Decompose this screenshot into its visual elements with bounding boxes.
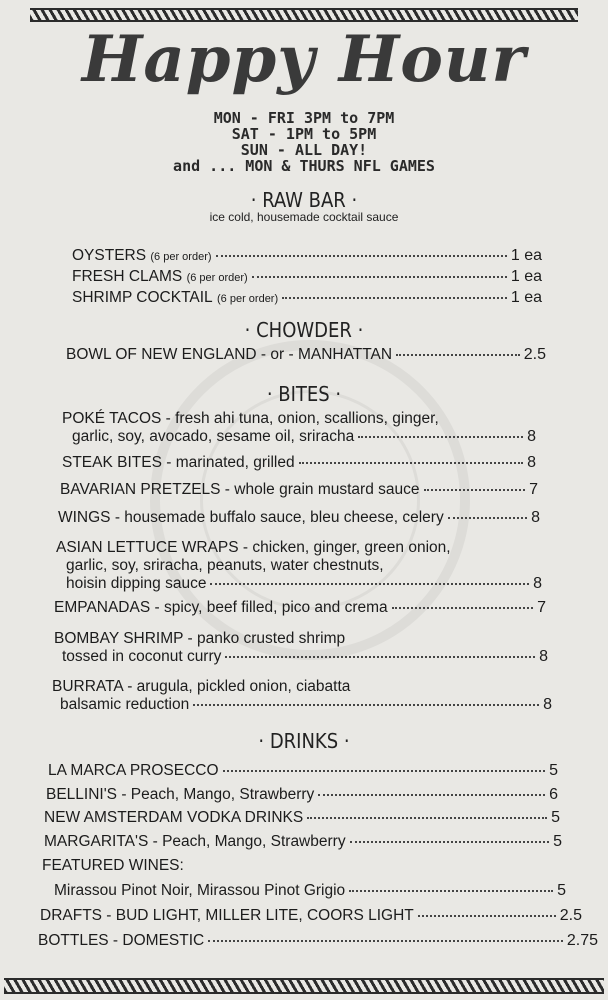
hours-line: SUN - ALL DAY!	[240, 141, 368, 159]
item-price: 8	[531, 509, 540, 526]
item-name: BOWL OF NEW ENGLAND - or - MANHATTAN	[66, 346, 393, 363]
item-description: POKÉ TACOS - fresh ahi tuna, onion, scallions, ginger,	[62, 410, 439, 427]
menu-item	[38, 932, 598, 950]
menu-item	[60, 481, 538, 499]
dot-leader	[318, 794, 545, 796]
item-note: (6 per order)	[186, 272, 248, 284]
item-name: BELLINI'S - Peach, Mango, Strawberry	[46, 786, 315, 803]
item-name: NEW AMSTERDAM VODKA DRINKS	[44, 809, 304, 826]
item-note: (6 per order)	[150, 251, 212, 263]
item-name: FRESH CLAMS	[72, 268, 183, 285]
dot-leader	[396, 354, 520, 356]
item-price: 1 ea	[510, 268, 542, 285]
dot-leader	[424, 489, 526, 491]
menu-item	[48, 762, 558, 780]
item-description: garlic, soy, avocado, sesame oil, sriracha	[72, 428, 355, 445]
item-price: 2.5	[523, 346, 546, 363]
menu-item	[72, 289, 542, 308]
item-price: 7	[529, 481, 538, 498]
item-price: 7	[537, 599, 546, 616]
menu-item	[72, 268, 542, 287]
menu-item	[62, 454, 536, 472]
item-description: hoisin dipping sauce	[66, 575, 207, 592]
dot-leader	[299, 462, 524, 464]
menu-item	[44, 833, 562, 851]
dot-leader	[448, 517, 527, 519]
dot-leader	[193, 704, 539, 706]
menu-subheading	[42, 857, 560, 875]
item-description: WINGS - housemade buffalo sauce, bleu cheese, celery	[58, 509, 444, 526]
dot-leader	[210, 583, 529, 585]
item-name: MARGARITA'S - Peach, Mango, Strawberry	[44, 833, 346, 850]
chowder-heading: · CHOWDER ·	[244, 318, 364, 342]
menu-item	[72, 247, 542, 266]
menu-item	[46, 786, 558, 804]
menu-title: Happy Hour	[81, 22, 527, 97]
raw-bar-heading: · RAW BAR ·	[250, 188, 358, 212]
item-description: ASIAN LETTUCE WRAPS - chicken, ginger, green onion,	[56, 539, 451, 556]
dot-leader	[223, 770, 546, 772]
item-description: EMPANADAS - spicy, beef filled, pico and crema	[54, 599, 388, 616]
rope-border-bottom	[4, 978, 604, 994]
item-price: 2.75	[566, 932, 598, 949]
menu-item	[54, 599, 546, 617]
item-price: 8	[533, 575, 542, 592]
menu-item	[54, 882, 566, 900]
item-description: garlic, soy, sriracha, peanuts, water chestnuts,	[66, 557, 384, 574]
dot-leader	[392, 607, 533, 609]
item-price: 5	[557, 882, 566, 899]
menu-item	[66, 346, 546, 364]
dot-leader	[225, 656, 535, 658]
hours-line: SAT - 1PM to 5PM	[231, 125, 377, 143]
dot-leader	[282, 297, 507, 299]
menu-item	[40, 907, 582, 925]
menu-item	[44, 809, 560, 827]
item-description: BOMBAY SHRIMP - panko crusted shrimp	[54, 630, 346, 647]
menu-item	[62, 410, 536, 446]
item-price: 8	[539, 648, 548, 665]
dot-leader	[208, 940, 563, 942]
dot-leader	[307, 817, 547, 819]
item-price: 1 ea	[510, 247, 542, 264]
item-price: 6	[549, 786, 558, 803]
hours-line: and ... MON & THURS NFL GAMES	[173, 157, 435, 175]
item-name: SHRIMP COCKTAIL	[72, 289, 213, 306]
menu-item	[52, 678, 552, 714]
bites-heading: · BITES ·	[266, 382, 342, 406]
hours-line: MON - FRI 3PM to 7PM	[213, 109, 395, 127]
dot-leader	[418, 915, 556, 917]
dot-leader	[252, 276, 507, 278]
item-price: 8	[543, 696, 552, 713]
item-description: tossed in coconut curry	[62, 648, 222, 665]
dot-leader	[350, 841, 550, 843]
menu-item	[58, 509, 540, 527]
item-price: 5	[549, 762, 558, 779]
item-price: 5	[553, 833, 562, 850]
item-note: (6 per order)	[217, 293, 279, 305]
drinks-heading: · DRINKS ·	[258, 729, 350, 753]
rope-border-top	[30, 8, 578, 22]
item-name: FEATURED WINES:	[42, 857, 184, 874]
item-name: BOTTLES - DOMESTIC	[38, 932, 205, 949]
item-name: DRAFTS - BUD LIGHT, MILLER LITE, COORS LIGHT	[40, 907, 414, 924]
item-price: 8	[527, 454, 536, 471]
menu-item	[54, 630, 548, 666]
item-name: Mirassou Pinot Noir, Mirassou Pinot Grigio	[54, 882, 346, 899]
item-price: 2.5	[559, 907, 582, 924]
dot-leader	[216, 255, 507, 257]
item-price: 8	[527, 428, 536, 445]
item-price: 1 ea	[510, 289, 542, 306]
dot-leader	[349, 890, 553, 892]
item-description: balsamic reduction	[60, 696, 190, 713]
item-description: BAVARIAN PRETZELS - whole grain mustard sauce	[60, 481, 420, 498]
item-name: LA MARCA PROSECCO	[48, 762, 219, 779]
dot-leader	[358, 436, 523, 438]
item-description: STEAK BITES - marinated, grilled	[62, 454, 295, 471]
item-price: 5	[551, 809, 560, 826]
raw-bar-subtitle: ice cold, housemade cocktail sauce	[209, 210, 399, 224]
item-description: BURRATA - arugula, pickled onion, ciabatta	[52, 678, 351, 695]
menu-item	[56, 539, 542, 593]
hours-block	[0, 110, 608, 174]
item-name: OYSTERS	[72, 247, 147, 264]
